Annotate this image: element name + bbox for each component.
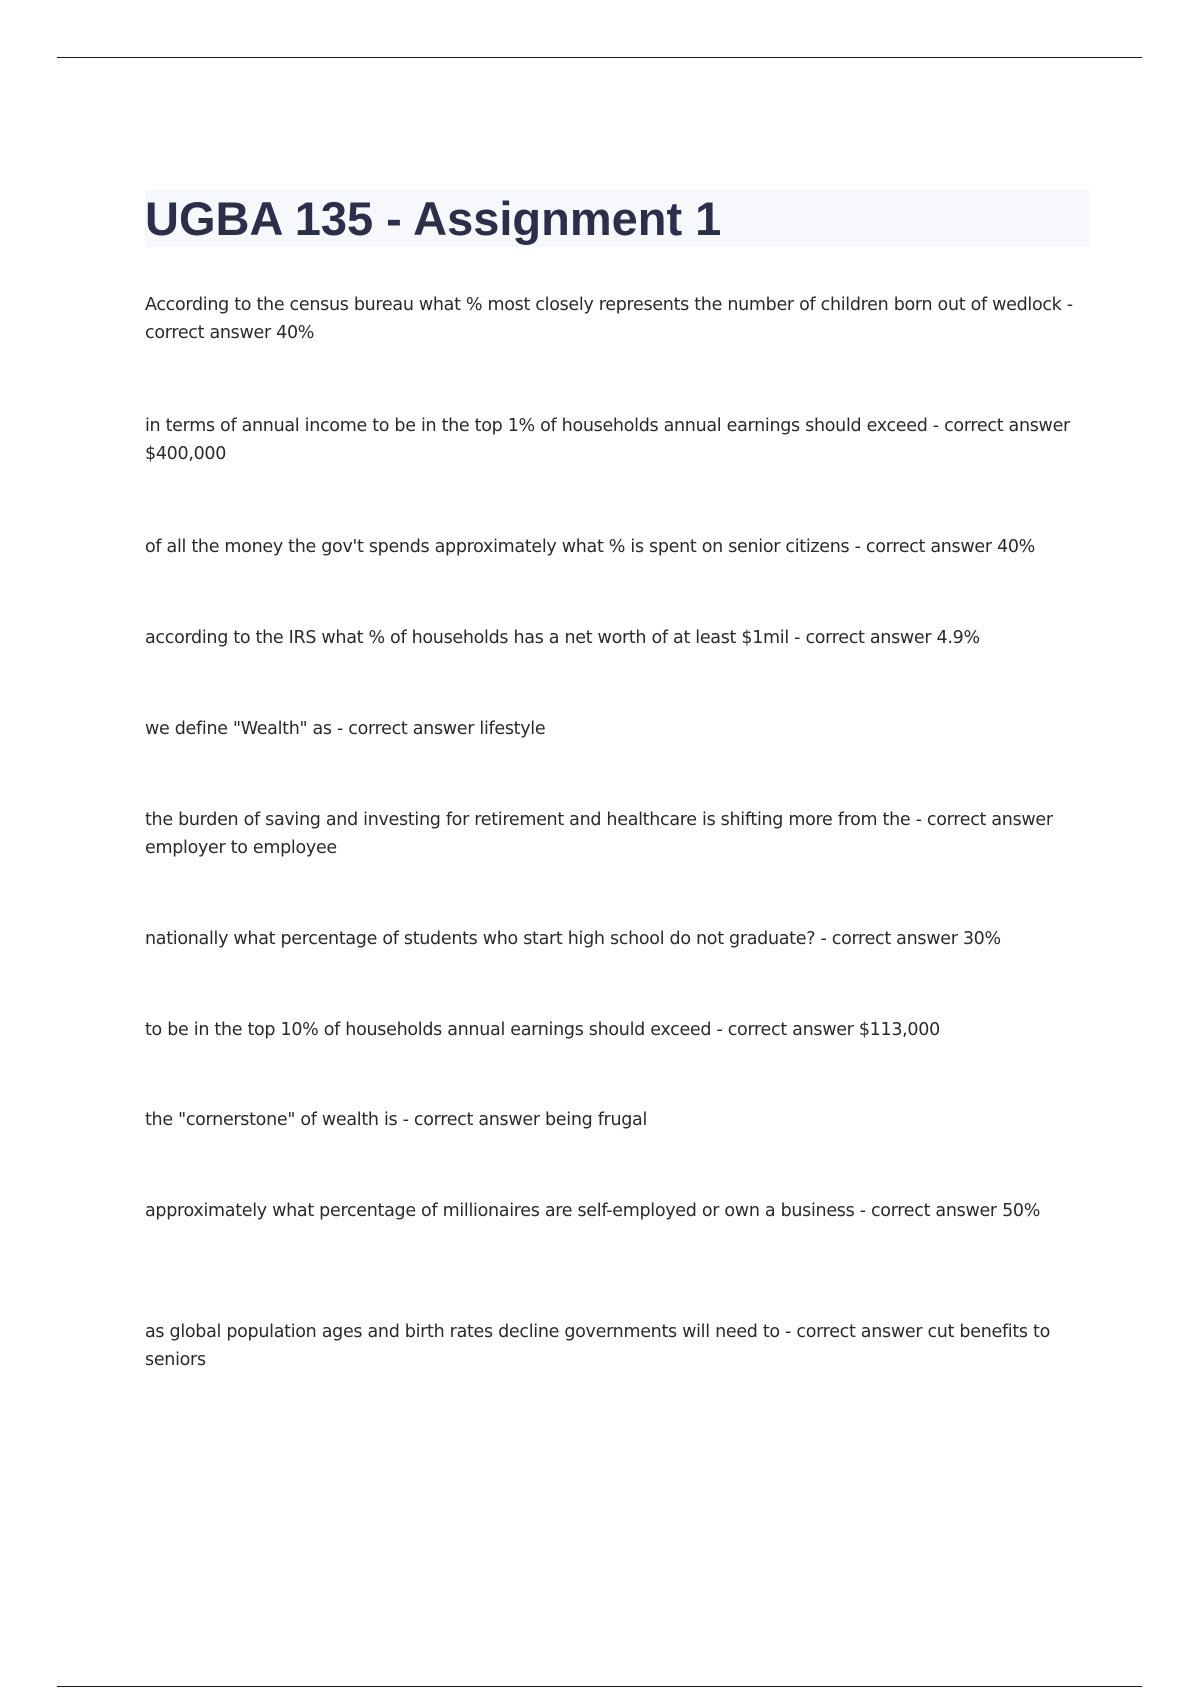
footer-rule [57, 1686, 1142, 1687]
header-rule [57, 57, 1142, 58]
qa-item-8: to be in the top 10% of households annual earnings should exceed - correct answer $113,000 [145, 1020, 940, 1040]
qa-item-9: the "cornerstone" of wealth is - correct answer being frugal [145, 1110, 648, 1130]
qa-item-11: as global population ages and birth rates decline governments will need to - correct answer cut benefits to seniors [145, 1322, 1050, 1370]
qa-item-4: according to the IRS what % of households has a net worth of at least $1mil - correct answer 4.9% [145, 628, 980, 648]
qa-item-10: approximately what percentage of millionaires are self-employed or own a business - correct answer 50% [145, 1201, 1041, 1221]
qa-item-5: we define "Wealth" as - correct answer lifestyle [145, 719, 546, 739]
page-title: UGBA 135 - Assignment 1 [145, 192, 722, 245]
qa-item-7: nationally what percentage of students who start high school do not graduate? - correct answer 30% [145, 929, 1001, 949]
qa-item-1: According to the census bureau what % most closely represents the number of children born out of wedlock - correct answer 40% [145, 295, 1073, 343]
qa-item-3: of all the money the gov't spends approximately what % is spent on senior citizens - correct answer 40% [145, 537, 1036, 557]
qa-item-6: the burden of saving and investing for retirement and healthcare is shifting more from the - correct answer employer to employee [145, 810, 1053, 858]
qa-item-2: in terms of annual income to be in the top 1% of households annual earnings should exceed - correct answer $400,000 [145, 416, 1070, 464]
